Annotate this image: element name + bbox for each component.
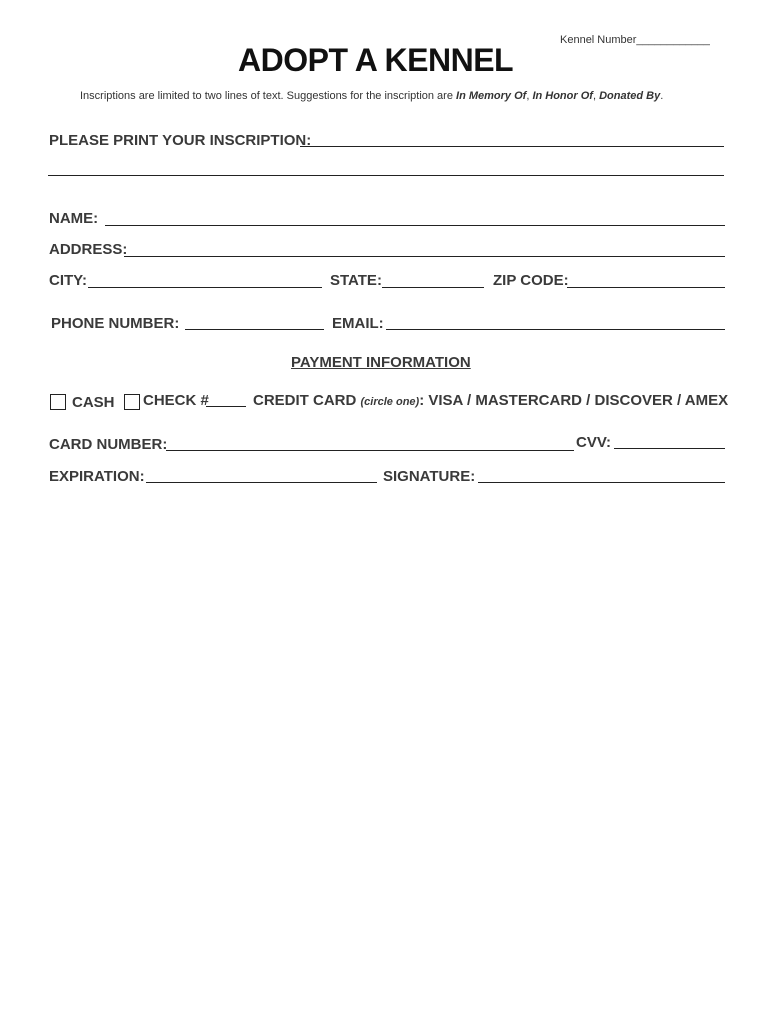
- instructions-sep-2: ,: [592, 90, 600, 102]
- check-checkbox[interactable]: [124, 394, 140, 410]
- phone-field[interactable]: [185, 329, 324, 330]
- instructions-lead: Inscriptions are limited to two lines of text. Suggestions for the inscription are: [80, 90, 457, 102]
- instructions-end: .: [660, 90, 664, 102]
- email-field[interactable]: [386, 329, 725, 330]
- circle-one-note: (circle one): [360, 396, 420, 408]
- credit-colon: :: [419, 392, 425, 409]
- instructions: [80, 90, 663, 102]
- phone-label: PHONE NUMBER:: [51, 315, 180, 332]
- page-title: ADOPT A KENNEL: [238, 42, 514, 78]
- signature-label: SIGNATURE:: [383, 468, 476, 485]
- inscription-line-1[interactable]: [300, 146, 724, 147]
- card-number-field[interactable]: [166, 450, 574, 451]
- cash-label: CASH: [72, 394, 115, 411]
- state-label: STATE:: [330, 272, 382, 289]
- email-label: EMAIL:: [332, 315, 384, 332]
- cash-checkbox[interactable]: [50, 394, 66, 410]
- credit-card-row: [253, 392, 728, 409]
- kennel-number-label: Kennel Number____________: [560, 34, 710, 46]
- address-field[interactable]: [124, 256, 725, 257]
- name-field[interactable]: [105, 225, 725, 226]
- suggestion-honor: In Honor Of: [532, 90, 593, 102]
- signature-field[interactable]: [478, 482, 725, 483]
- zip-label: ZIP CODE:: [493, 272, 569, 289]
- check-label: CHECK #: [143, 392, 209, 409]
- instructions-sep-1: ,: [526, 90, 533, 102]
- name-label: NAME:: [49, 210, 99, 227]
- payment-heading: PAYMENT INFORMATION: [291, 354, 471, 371]
- expiration-label: EXPIRATION:: [49, 468, 145, 485]
- zip-field[interactable]: [567, 287, 725, 288]
- state-field[interactable]: [382, 287, 484, 288]
- city-field[interactable]: [88, 287, 322, 288]
- city-label: CITY:: [49, 272, 88, 289]
- suggestion-memory: In Memory Of: [456, 90, 527, 102]
- card-number-label: CARD NUMBER:: [49, 436, 168, 453]
- cvv-field[interactable]: [614, 448, 725, 449]
- check-number-field[interactable]: [206, 406, 246, 407]
- suggestion-donated: Donated By: [599, 90, 661, 102]
- cvv-label: CVV:: [576, 434, 612, 451]
- card-types[interactable]: VISA / MASTERCARD / DISCOVER / AMEX: [424, 392, 729, 409]
- inscription-label: PLEASE PRINT YOUR INSCRIPTION:: [49, 132, 312, 149]
- inscription-line-2[interactable]: [48, 175, 724, 176]
- credit-card-label: CREDIT CARD: [253, 392, 357, 409]
- expiration-field[interactable]: [146, 482, 377, 483]
- address-label: ADDRESS:: [49, 241, 128, 258]
